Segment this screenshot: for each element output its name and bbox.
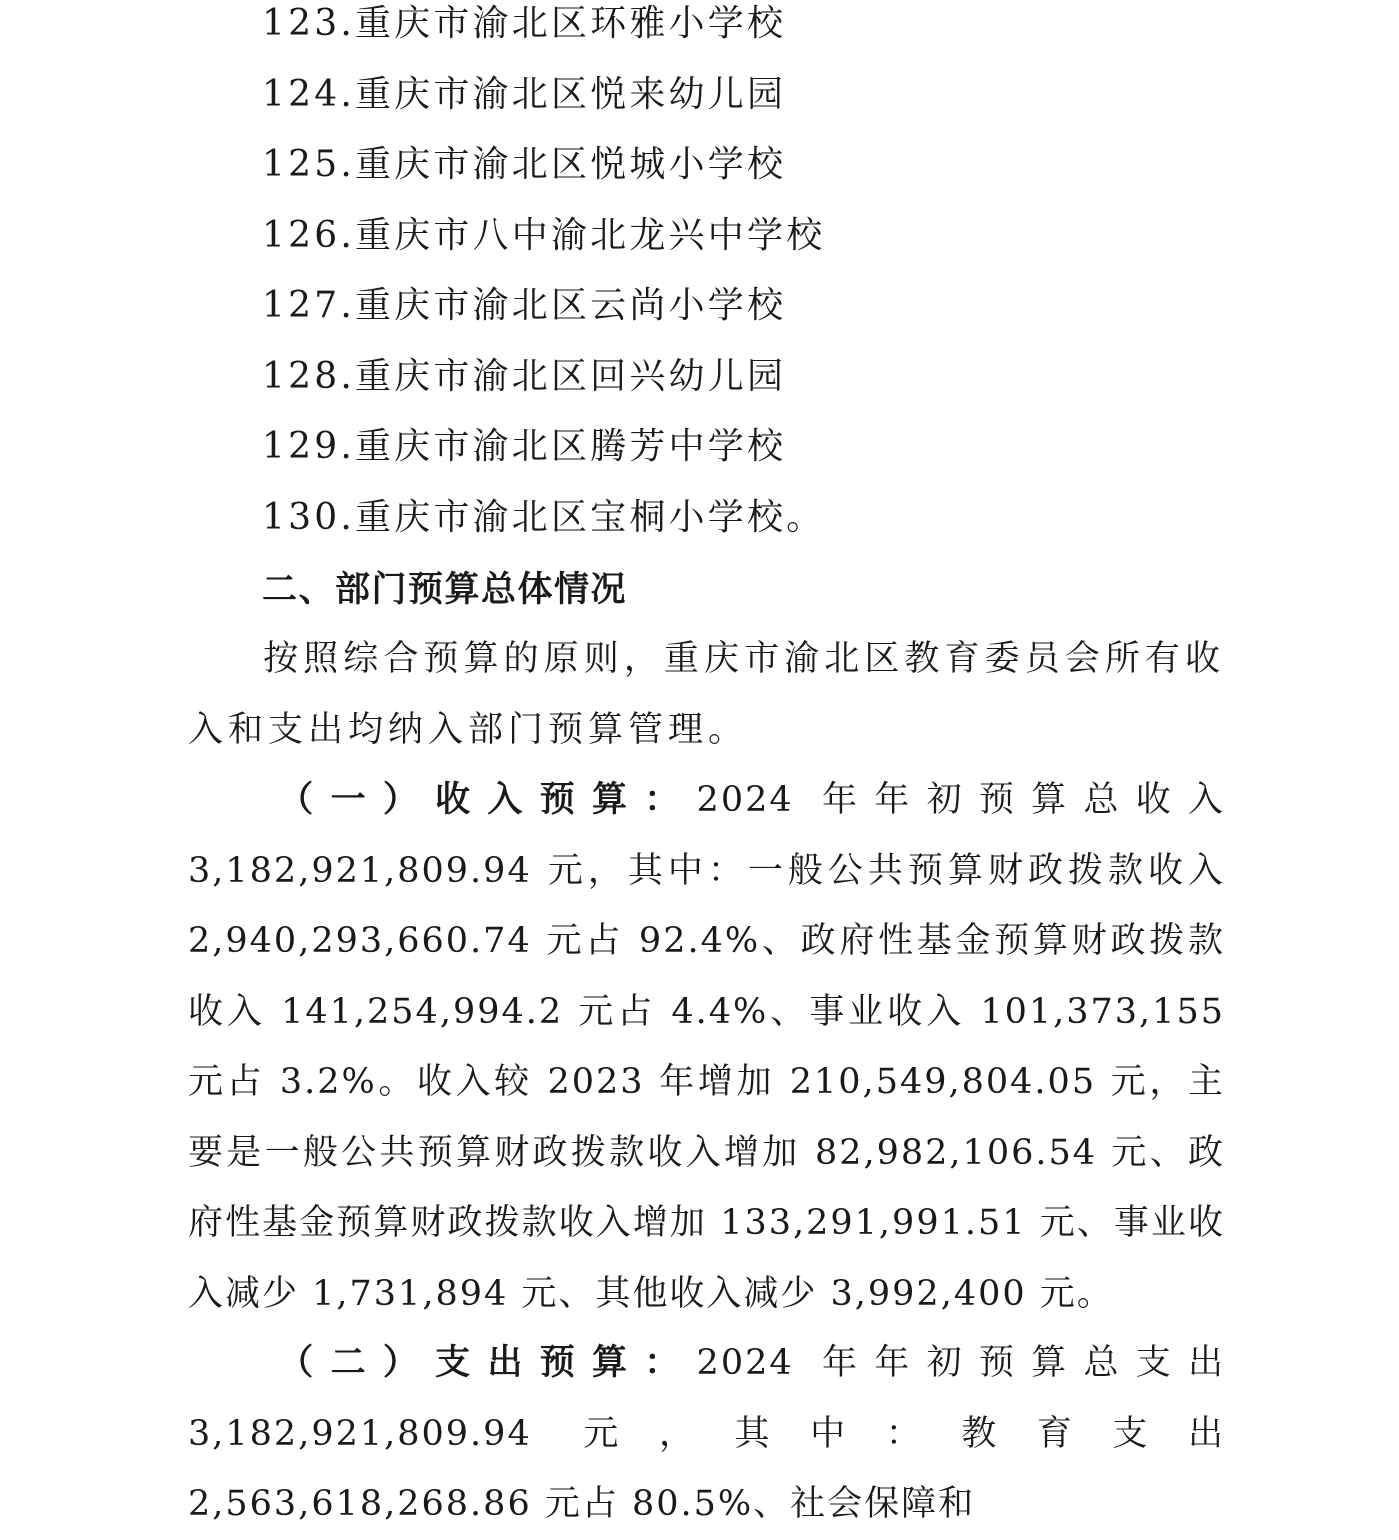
- list-item: 127.重庆市渝北区云尚小学校: [262, 285, 787, 326]
- section-heading: 二、部门预算总体情况: [262, 570, 628, 610]
- list-item: 126.重庆市八中渝北龙兴中学校: [262, 214, 826, 256]
- list-item: 125.重庆市渝北区悦城小学校: [262, 144, 787, 185]
- intro-text: 按照综合预算的原则，重庆市渝北区教育委员会所有收入和支出均纳入部门预算管理。: [188, 639, 1225, 750]
- income-budget-text: 2024 年年初预算总收入 3,182,921,809.94 元，其中：一般公共预算财政拨款收入 2,940,293,660.74 元占 92.4%、政府性基金预算财政拨款收入 141,254,994.2 元占 4.4%、事业收入 101,373,155 元占 3.2%。收入较 2023 年增加 210,549,804.05 元，主要是一般公共预算财政拨款收入增加 82,982,106.54 元、政府性基金预算财政拨款收入增加 133,291,991.51 元、事业收入减少 1,731,894 元、其他收入减少 3,992,400 元。: [188, 780, 1225, 1314]
- expense-budget-paragraph: [188, 1328, 1225, 1540]
- list-item: 129.重庆市渝北区腾芳中学校: [262, 426, 787, 467]
- list-item: 128.重庆市渝北区回兴幼儿园: [262, 355, 787, 397]
- list-item: 124.重庆市渝北区悦来幼儿园: [262, 73, 787, 115]
- school-list: [262, 0, 1162, 564]
- expense-budget-text: 2024 年年初预算总支出 3,182,921,809.94 元，其中：教育支出 2,563,618,268.86 元占 80.5%、社会保障和: [188, 1343, 1225, 1524]
- income-budget-label: （一）收入预算：: [263, 779, 697, 820]
- income-budget-paragraph: [188, 765, 1225, 1329]
- expense-budget-label: （二）支出预算：: [263, 1342, 697, 1383]
- intro-paragraph: [188, 624, 1225, 765]
- list-item: 130.重庆市渝北区宝桐小学校。: [262, 496, 826, 538]
- list-item: 123.重庆市渝北区环雅小学校: [262, 3, 787, 44]
